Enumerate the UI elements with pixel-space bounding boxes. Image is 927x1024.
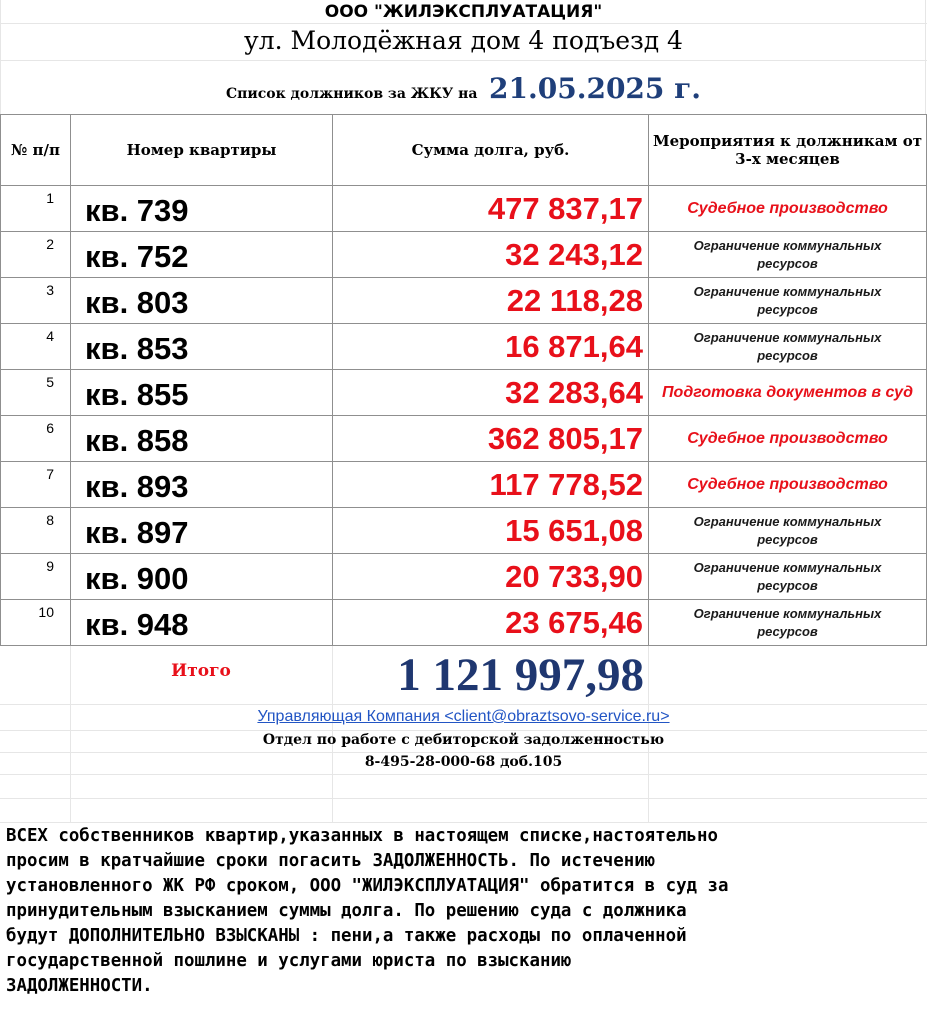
row-number-cell xyxy=(1,186,71,232)
apartment-number: кв. 853 xyxy=(85,331,189,366)
grid-line xyxy=(0,798,927,799)
notice-line: ЗАДОЛЖЕННОСТИ. xyxy=(6,976,153,996)
apartment-cell xyxy=(71,554,333,600)
row-number: 1 xyxy=(46,190,54,206)
apartment-cell xyxy=(71,508,333,554)
measure-text: Судебное производство xyxy=(687,429,888,447)
contact-phone: 8-495-28-000-68 доб.105 xyxy=(364,754,563,770)
measure-cell xyxy=(649,232,927,278)
apartment-number: кв. 893 xyxy=(85,469,189,504)
debt-sum: 477 837,17 xyxy=(487,190,643,226)
notice-line: будут ДОПОЛНИТЕЛЬНО ВЗЫСКАНЫ : пени,а также расходы по оплаченной xyxy=(6,926,687,946)
apartment-number: кв. 739 xyxy=(85,193,189,228)
apartment-number: кв. 900 xyxy=(85,561,189,596)
notice-line: установленного ЖК РФ сроком, ООО "ЖИЛЭКСПЛУАТАЦИЯ" обратится в суд за xyxy=(6,876,729,896)
row-number: 9 xyxy=(46,558,54,574)
apartment-number: кв. 752 xyxy=(85,239,189,274)
table-row xyxy=(1,370,927,416)
building-address: ул. Молодёжная дом 4 подъезд 4 xyxy=(244,26,683,55)
table-row xyxy=(1,554,927,600)
measure-cell xyxy=(649,600,927,646)
debt-sum: 22 118,28 xyxy=(506,282,643,318)
list-date: 21.05.2025 г. xyxy=(489,72,702,105)
apartment-cell xyxy=(71,416,333,462)
table-row xyxy=(1,324,927,370)
table-row xyxy=(1,416,927,462)
debt-sum: 362 805,17 xyxy=(487,420,643,456)
apartment-cell xyxy=(71,370,333,416)
column-header-measures: Мероприятия к должникам от 3-х месяцев xyxy=(649,115,927,186)
notice-line: ВСЕХ собственников квартир,указанных в настоящем списке,настоятельно xyxy=(6,826,718,846)
debt-sum: 20 733,90 xyxy=(505,558,643,594)
row-number-cell xyxy=(1,278,71,324)
debt-sum-cell xyxy=(333,186,649,232)
debt-sum: 15 651,08 xyxy=(505,512,643,548)
debt-sum-cell xyxy=(333,600,649,646)
row-number: 6 xyxy=(46,420,54,436)
grid-line xyxy=(0,752,927,753)
debt-sum-cell xyxy=(333,278,649,324)
list-caption xyxy=(0,72,927,105)
measure-text: Ограничение коммунальных ресурсов xyxy=(693,237,882,271)
total-label: Итого xyxy=(171,661,231,681)
measure-cell xyxy=(649,554,927,600)
organization-name: ООО "ЖИЛЭКСПЛУАТАЦИЯ" xyxy=(324,2,603,22)
apartment-number: кв. 803 xyxy=(85,285,189,320)
grid-line xyxy=(0,774,927,775)
apartment-cell xyxy=(71,186,333,232)
table-row xyxy=(1,600,927,646)
notice-line: просим в кратчайшие сроки погасить ЗАДОЛЖЕННОСТЬ. По истечению xyxy=(6,851,656,871)
measure-cell xyxy=(649,416,927,462)
list-caption-text: Список должников за ЖКУ на xyxy=(225,86,478,102)
apartment-cell xyxy=(71,232,333,278)
row-number: 10 xyxy=(38,604,54,620)
debt-sum: 117 778,52 xyxy=(489,466,643,502)
row-number-cell xyxy=(1,416,71,462)
debt-department: Отдел по работе с дебиторской задолженностью xyxy=(262,732,665,748)
notice-line: принудительным взысканием суммы долга. По решению суда с должника xyxy=(6,901,687,921)
notice-line: государственной пошлине и услугами юриста по взысканию xyxy=(6,951,572,971)
row-number-cell xyxy=(1,462,71,508)
debt-sum-cell xyxy=(333,462,649,508)
grid-line xyxy=(0,730,927,731)
row-number: 2 xyxy=(46,236,54,252)
table-header-row xyxy=(1,115,927,186)
apartment-cell xyxy=(71,324,333,370)
table-row xyxy=(1,462,927,508)
table-row xyxy=(1,508,927,554)
row-number-cell xyxy=(1,600,71,646)
row-number-cell xyxy=(1,370,71,416)
debt-sum-cell xyxy=(333,324,649,370)
measure-text: Ограничение коммунальных ресурсов xyxy=(693,329,882,363)
debt-sum: 23 675,46 xyxy=(505,604,643,640)
apartment-number: кв. 858 xyxy=(85,423,189,458)
row-number-cell xyxy=(1,508,71,554)
grid-line xyxy=(0,822,927,823)
measure-text: Подготовка документов в суд xyxy=(662,383,913,401)
management-company-email-link[interactable]: Управляющая Компания <client@obraztsovo-service.ru> xyxy=(257,708,670,725)
measure-cell xyxy=(649,370,927,416)
apartment-cell xyxy=(71,462,333,508)
row-number: 7 xyxy=(46,466,54,482)
measure-cell xyxy=(649,186,927,232)
row-number-cell xyxy=(1,232,71,278)
measure-cell xyxy=(649,278,927,324)
apartment-number: кв. 948 xyxy=(85,607,189,642)
row-number: 8 xyxy=(46,512,54,528)
debt-notice xyxy=(6,824,922,999)
apartment-number: кв. 897 xyxy=(85,515,189,550)
column-header-sum: Сумма долга, руб. xyxy=(333,115,649,186)
measure-text: Ограничение коммунальных ресурсов xyxy=(693,283,882,317)
row-number: 4 xyxy=(46,328,54,344)
measure-cell xyxy=(649,462,927,508)
grid-line xyxy=(0,704,927,705)
measure-text: Ограничение коммунальных ресурсов xyxy=(693,605,882,639)
table-row xyxy=(1,186,927,232)
measure-text: Ограничение коммунальных ресурсов xyxy=(693,559,882,593)
table-row xyxy=(1,278,927,324)
row-number-cell xyxy=(1,554,71,600)
grid-line xyxy=(0,23,927,24)
measure-text: Судебное производство xyxy=(687,475,888,493)
debt-sum: 32 283,64 xyxy=(505,374,643,410)
column-header-apartment: Номер квартиры xyxy=(71,115,333,186)
measure-text: Судебное производство xyxy=(687,199,888,217)
grid-line xyxy=(0,60,927,61)
row-number-cell xyxy=(1,324,71,370)
apartment-cell xyxy=(71,600,333,646)
table-row xyxy=(1,232,927,278)
measure-cell xyxy=(649,324,927,370)
debtors-table xyxy=(0,114,927,646)
row-number: 3 xyxy=(46,282,54,298)
apartment-cell xyxy=(71,278,333,324)
debt-sum-cell xyxy=(333,232,649,278)
debt-sum: 32 243,12 xyxy=(505,236,643,272)
debt-sum-cell xyxy=(333,508,649,554)
measure-text: Ограничение коммунальных ресурсов xyxy=(693,513,882,547)
measure-cell xyxy=(649,508,927,554)
apartment-number: кв. 855 xyxy=(85,377,189,412)
debt-sum-cell xyxy=(333,416,649,462)
debt-sum-cell xyxy=(333,370,649,416)
debt-sum: 16 871,64 xyxy=(505,328,643,364)
column-header-number: № п/п xyxy=(1,115,71,186)
row-number: 5 xyxy=(46,374,54,390)
total-value: 1 121 997,98 xyxy=(397,649,644,701)
debt-sum-cell xyxy=(333,554,649,600)
